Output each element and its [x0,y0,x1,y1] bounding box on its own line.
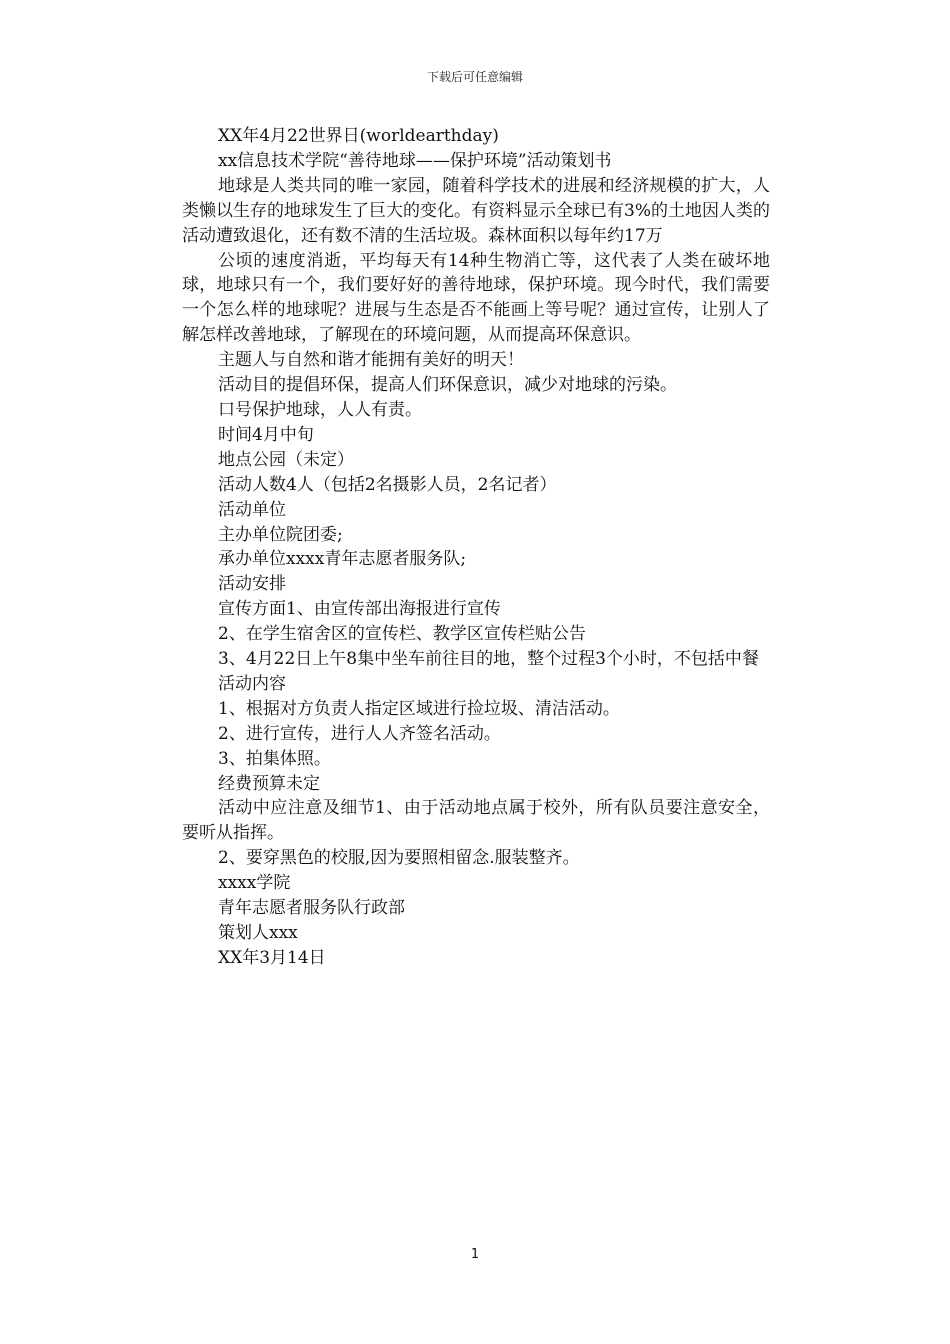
date-line: XX年4月22世界日(worldearthday) [218,126,499,146]
participants-line: 活动人数4人（包括2名摄影人员，2名记者） [218,474,557,495]
page-number: 1 [470,1247,480,1262]
content-item-2: 2、进行宣传，进行人人齐签名活动。 [218,723,501,744]
time-line: 时间4月中旬 [218,424,314,445]
notes-item-1: 活动中应注意及细节1、由于活动地点属于校外，所有队员要注意安全，要听从指挥。 [182,798,770,844]
notes-item-2: 2、要穿黑色的校服,因为要照相留念.服装整齐。 [218,848,580,869]
host-organizer-line: 主办单位院团委; [218,524,343,545]
content-heading: 活动内容 [218,673,286,694]
co-organizer-line: 承办单位xxxx青年志愿者服务队; [218,549,467,570]
intro-paragraph: 地球是人类共同的唯一家园，随着科学技术的进展和经济规模的扩大，人类懒以生存的地球发生了巨大的变化。有资料显示全球已有3%的土地因人类的活动遭致退化，还有数不清的生活垃圾。森林面积以每年约17万 [182,175,770,246]
slogan-line: 口号保护地球，人人有责。 [218,399,422,420]
arrangement-item-2: 2、在学生宿舍区的宣传栏、教学区宣传栏贴公告 [218,624,586,645]
content-item-1: 1、根据对方负责人指定区域进行捡垃圾、清洁活动。 [218,698,620,719]
budget-line: 经费预算未定 [218,773,320,794]
signature-planner: 策划人xxx [218,923,298,943]
arrangement-item-1: 宣传方面1、由宣传部出海报进行宣传 [218,599,501,620]
signature-department: 青年志愿者服务队行政部 [218,898,405,919]
location-line: 地点公园（未定） [218,449,354,470]
document-body [182,124,770,971]
page-header: 下载后可任意编辑 [426,70,523,84]
intro-paragraph-continued: 公顷的速度消逝，平均每天有14种生物消亡等，这代表了人类在破坏地球，地球只有一个，我们要好好的善待地球，保护环境。现今时代，我们需要一个怎么样的地球呢？进展与生态是否不能画上等号呢？通过宣传，让别人了解怎样改善地球，了解现在的环境问题，从而提高环保意识。 [182,250,770,346]
signature-college: xxxx学院 [218,873,291,894]
document-title: xx信息技术学院“善待地球——保护环境”活动策划书 [218,150,612,171]
arrangement-heading: 活动安排 [218,574,286,595]
organizers-heading: 活动单位 [218,499,286,520]
signature-date: XX年3月14日 [218,947,326,968]
purpose-line: 活动目的提倡环保，提高人们环保意识，减少对地球的污染。 [218,375,677,396]
arrangement-item-3: 3、4月22日上午8集中坐车前往目的地，整个过程3个小时，不包括中餐 [218,649,759,670]
theme-line: 主题人与自然和谐才能拥有美好的明天！ [218,350,524,371]
content-item-3: 3、拍集体照。 [218,748,331,769]
